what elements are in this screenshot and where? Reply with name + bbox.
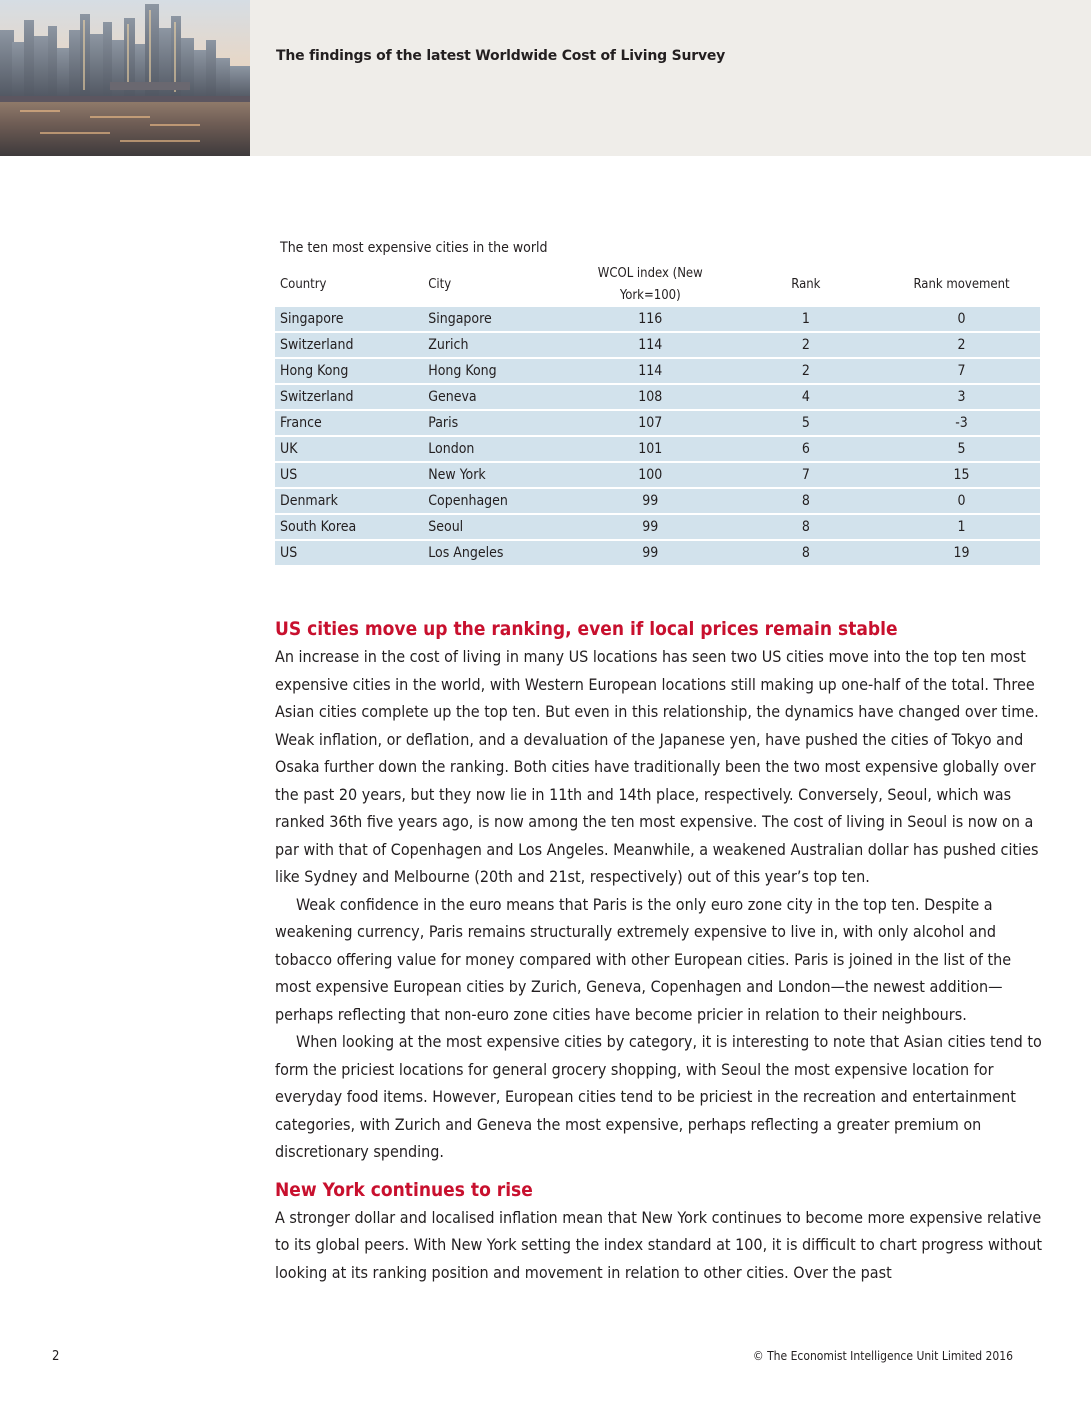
cell-country: Switzerland xyxy=(275,384,423,410)
cell-movement: 0 xyxy=(883,307,1040,332)
cell-movement: 2 xyxy=(883,332,1040,358)
cell-city: Seoul xyxy=(423,514,572,540)
paragraph: When looking at the most expensive cities by category, it is interesting to note that Asian cities tend to form the priciest locations for general grocery shopping, with Seoul the most expensive location for everyday food items. However, European cities tend to be priciest in the recreation and entertainment categories, with Zurich and Geneva the most expensive, perhaps reflecting a greater premium on discretionary spending. xyxy=(275,1032,1042,1161)
expensive-cities-table xyxy=(275,263,1040,567)
report-title: The findings of the latest Worldwide Cost of Living Survey xyxy=(276,48,726,64)
cell-country: France xyxy=(275,410,423,436)
cell-index: 99 xyxy=(572,514,729,540)
header-rank: Rank xyxy=(791,277,821,292)
table-row xyxy=(275,358,1040,384)
cell-rank: 1 xyxy=(729,307,884,332)
cell-city: New York xyxy=(423,462,572,488)
cell-rank: 8 xyxy=(729,514,884,540)
cell-index: 116 xyxy=(572,307,729,332)
header-rank-movement: Rank movement xyxy=(913,277,1010,292)
section-heading-us-cities: US cities move up the ranking, even if local prices remain stable xyxy=(275,618,898,640)
paragraph: An increase in the cost of living in many US locations has seen two US cities move into the top ten most expensive cities in the world, with Western European locations still making up one-half of the total. Three Asian cities complete up the top ten. But even in this relationship, the dynamics have changed over time. Weak inflation, or deflation, and a devaluation of the Japanese yen, have pushed the cities of Tokyo and Osaka further down the ranking. Both cities have traditionally been the two most expensive globally over the past 20 years, but they now lie in 11th and 14th place, respectively. Conversely, Seoul, which was ranked 36th five years ago, is now among the ten most expensive. The cost of living in Seoul is now on a par with that of Copenhagen and Los Angeles. Meanwhile, a weakened Australian dollar has pushed cities like Sydney and Melbourne (20th and 21st, respectively) out of this year’s top ten. xyxy=(275,647,1039,886)
table-title: The ten most expensive cities in the world xyxy=(280,240,548,256)
city-skyline-image xyxy=(0,0,250,156)
cell-rank: 2 xyxy=(729,332,884,358)
cell-city: Copenhagen xyxy=(423,488,572,514)
cell-city: Geneva xyxy=(423,384,572,410)
cell-city: Singapore xyxy=(423,307,572,332)
header-country: Country xyxy=(280,277,327,292)
cell-country: South Korea xyxy=(275,514,423,540)
cell-rank: 7 xyxy=(729,462,884,488)
cell-index: 99 xyxy=(572,540,729,566)
article-body xyxy=(275,615,1045,1286)
cell-index: 114 xyxy=(572,332,729,358)
cell-city: London xyxy=(423,436,572,462)
cell-rank: 8 xyxy=(729,488,884,514)
copyright-notice: © The Economist Intelligence Unit Limited 2016 xyxy=(752,1349,1013,1363)
cell-index: 107 xyxy=(572,410,729,436)
cell-rank: 4 xyxy=(729,384,884,410)
cell-country: Singapore xyxy=(275,307,423,332)
cell-city: Zurich xyxy=(423,332,572,358)
cell-rank: 5 xyxy=(729,410,884,436)
header-banner xyxy=(0,0,1091,156)
cell-city: Hong Kong xyxy=(423,358,572,384)
cell-movement: 3 xyxy=(883,384,1040,410)
cell-country: UK xyxy=(275,436,423,462)
cell-rank: 2 xyxy=(729,358,884,384)
cell-country: Denmark xyxy=(275,488,423,514)
table-row xyxy=(275,462,1040,488)
cell-index: 99 xyxy=(572,488,729,514)
expensive-cities-table-section xyxy=(275,237,1040,567)
cell-country: US xyxy=(275,540,423,566)
table-row xyxy=(275,332,1040,358)
cell-rank: 6 xyxy=(729,436,884,462)
cell-movement: 0 xyxy=(883,488,1040,514)
cell-index: 108 xyxy=(572,384,729,410)
table-header-row xyxy=(275,263,1040,307)
cell-index: 114 xyxy=(572,358,729,384)
table-row xyxy=(275,384,1040,410)
header-wcol-index xyxy=(572,263,729,307)
cell-index: 100 xyxy=(572,462,729,488)
cell-country: US xyxy=(275,462,423,488)
header-wcol-line1: WCOL index (New xyxy=(597,266,703,281)
table-row xyxy=(275,436,1040,462)
cell-country: Hong Kong xyxy=(275,358,423,384)
cell-movement: 5 xyxy=(883,436,1040,462)
paragraph: Weak confidence in the euro means that Paris is the only euro zone city in the top ten. Despite a weakening currency, Paris remains structurally extremely expensive to live in, with only alcohol and tobacco offering value for money compared with other European cities. Paris is joined in the list of the most expensive European cities by Zurich, Geneva, Copenhagen and London—the newest addition—perhaps reflecting that non-euro zone cities have become pricier in relation to their neighbours. xyxy=(275,894,1012,1024)
cell-city: Los Angeles xyxy=(423,540,572,566)
table-row xyxy=(275,540,1040,566)
table-row xyxy=(275,307,1040,332)
cell-country: Switzerland xyxy=(275,332,423,358)
cell-movement: 1 xyxy=(883,514,1040,540)
cell-movement: 15 xyxy=(883,462,1040,488)
page-number: 2 xyxy=(52,1349,60,1364)
table-row xyxy=(275,410,1040,436)
header-city: City xyxy=(428,277,452,292)
cell-movement: 19 xyxy=(883,540,1040,566)
paragraph: A stronger dollar and localised inflation mean that New York continues to become more expensive relative to its global peers. With New York setting the index standard at 100, it is difficult to chart progress without looking at its ranking position and movement in relation to other cities. Over the past xyxy=(275,1207,1043,1282)
cell-movement: -3 xyxy=(883,410,1040,436)
cell-movement: 7 xyxy=(883,358,1040,384)
cell-rank: 8 xyxy=(729,540,884,566)
header-wcol-line2: York=100) xyxy=(619,288,681,303)
table-row xyxy=(275,488,1040,514)
cell-index: 101 xyxy=(572,436,729,462)
cell-city: Paris xyxy=(423,410,572,436)
section-heading-new-york: New York continues to rise xyxy=(275,1178,533,1201)
table-row xyxy=(275,514,1040,540)
